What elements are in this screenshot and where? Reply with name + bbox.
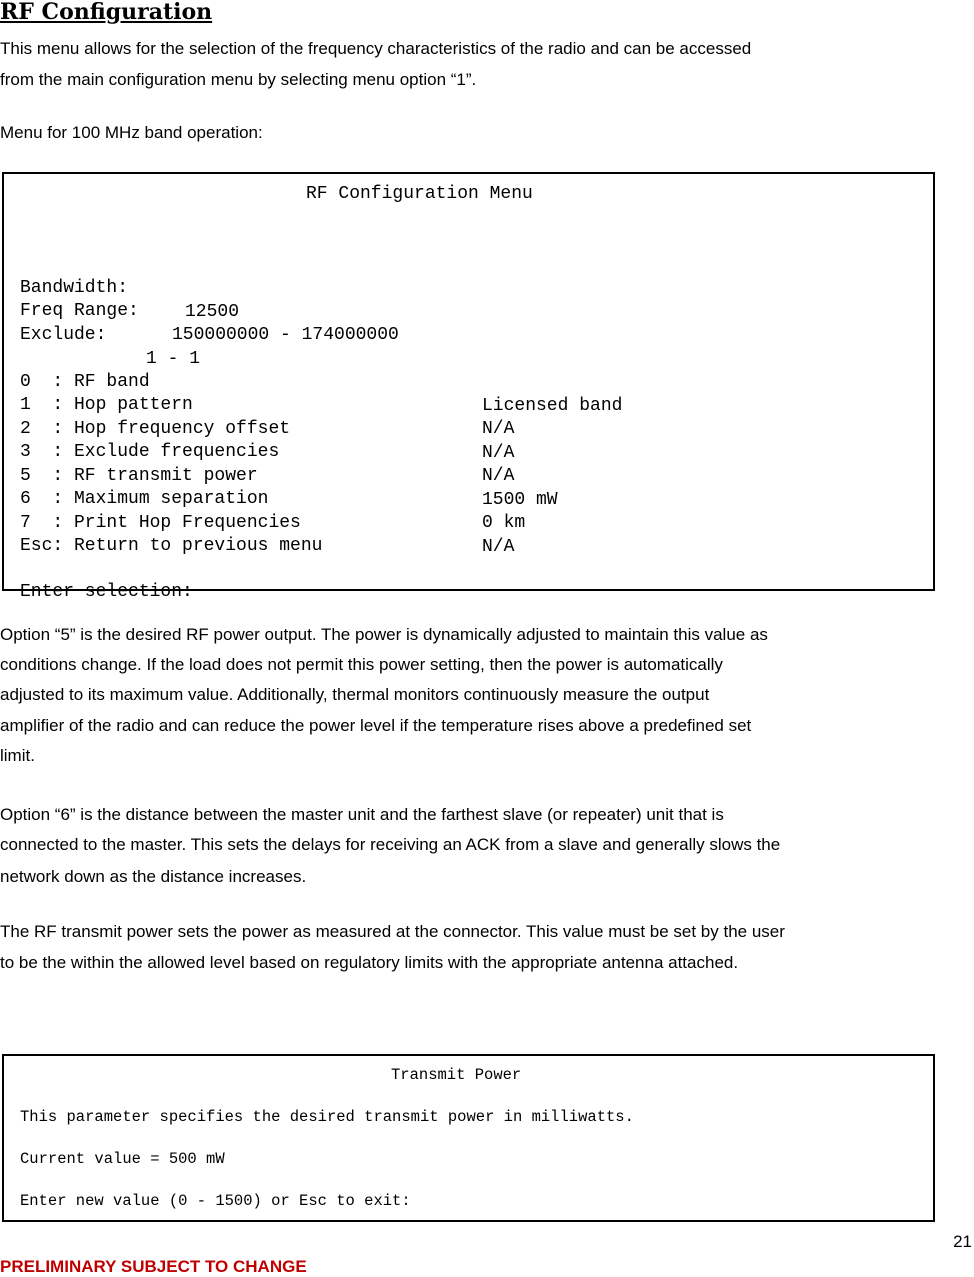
option-key: 7 : Print Hop Frequencies bbox=[20, 513, 301, 534]
option-value: N/A bbox=[482, 536, 515, 557]
option-key: 6 : Maximum separation bbox=[20, 489, 269, 510]
footer-notice: PRELIMINARY SUBJECT TO CHANGE bbox=[0, 1257, 307, 1276]
bandwidth-value: 12500 bbox=[185, 301, 240, 322]
menu-prompt-row bbox=[20, 558, 920, 603]
option5-line-3: adjusted to its maximum value. Additionally, thermal monitors continuously measure the output bbox=[0, 685, 710, 704]
option-key: 2 : Hop frequency offset bbox=[20, 419, 291, 440]
option5-line-4: amplifier of the radio and can reduce the power level if the temperature rises above a predefined set bbox=[0, 716, 752, 735]
option-key: 5 : RF transmit power bbox=[20, 466, 258, 487]
option-value: N/A bbox=[482, 418, 515, 439]
option6-line-2: connected to the master. This sets the delays for receiving an ACK from a slave and generally slows the bbox=[0, 835, 781, 854]
exclude-label: Exclude: bbox=[20, 325, 107, 346]
page-title: RF Configuration bbox=[0, 0, 213, 25]
option5-line-1: Option “5” is the desired RF power output. The power is dynamically adjusted to maintain this value as bbox=[0, 625, 768, 644]
option5-line-2: conditions change. If the load does not permit this power setting, then the power is automatically bbox=[0, 655, 723, 674]
current-value: Current value = 500 mW bbox=[20, 1150, 225, 1168]
exclude-value: 1 - 1 bbox=[146, 348, 201, 369]
option6-line-3: network down as the distance increases. bbox=[0, 867, 307, 886]
esc-option: Esc: Return to previous menu bbox=[20, 536, 323, 557]
option-key: 1 : Hop pattern bbox=[20, 395, 193, 416]
menu-caption: Menu for 100 MHz band operation: bbox=[0, 123, 263, 142]
enter-new-value-prompt: Enter new value (0 - 1500) or Esc to exit: bbox=[20, 1192, 411, 1210]
option-value: 0 km bbox=[482, 512, 526, 533]
rf-config-menu-box bbox=[2, 172, 935, 603]
intro-line-2: from the main configuration menu by selecting menu option “1”. bbox=[0, 70, 477, 89]
transmit-power-title: Transmit Power bbox=[391, 1066, 522, 1084]
option-value: N/A bbox=[482, 465, 515, 486]
tx-line-2: to be the within the allowed level based on regulatory limits with the appropriate antenna attached. bbox=[0, 953, 739, 972]
enter-selection-prompt: Enter selection: bbox=[20, 582, 193, 603]
freq-range-value: 150000000 - 174000000 bbox=[172, 324, 399, 345]
option-key: 3 : Exclude frequencies bbox=[20, 442, 280, 463]
option-key: 0 : RF band bbox=[20, 372, 150, 393]
option5-line-5: limit. bbox=[0, 746, 35, 765]
freq-range-label: Freq Range: bbox=[20, 301, 139, 322]
transmit-power-description: This parameter specifies the desired transmit power in milliwatts. bbox=[20, 1108, 634, 1126]
intro-line-1: This menu allows for the selection of the frequency characteristics of the radio and can be accessed bbox=[0, 39, 752, 58]
option6-line-1: Option “6” is the distance between the master unit and the farthest slave (or repeater) unit that is bbox=[0, 805, 724, 824]
bandwidth-label: Bandwidth: bbox=[20, 278, 129, 299]
tx-line-1: The RF transmit power sets the power as measured at the connector. This value must be set by the user bbox=[0, 922, 785, 941]
transmit-power-box bbox=[2, 1054, 935, 1222]
option-value: Licensed band bbox=[482, 395, 623, 416]
page-number: 21 bbox=[953, 1232, 972, 1251]
rf-menu-title: RF Configuration Menu bbox=[306, 184, 533, 204]
option-value: N/A bbox=[482, 442, 515, 463]
option-value: 1500 mW bbox=[482, 489, 558, 510]
